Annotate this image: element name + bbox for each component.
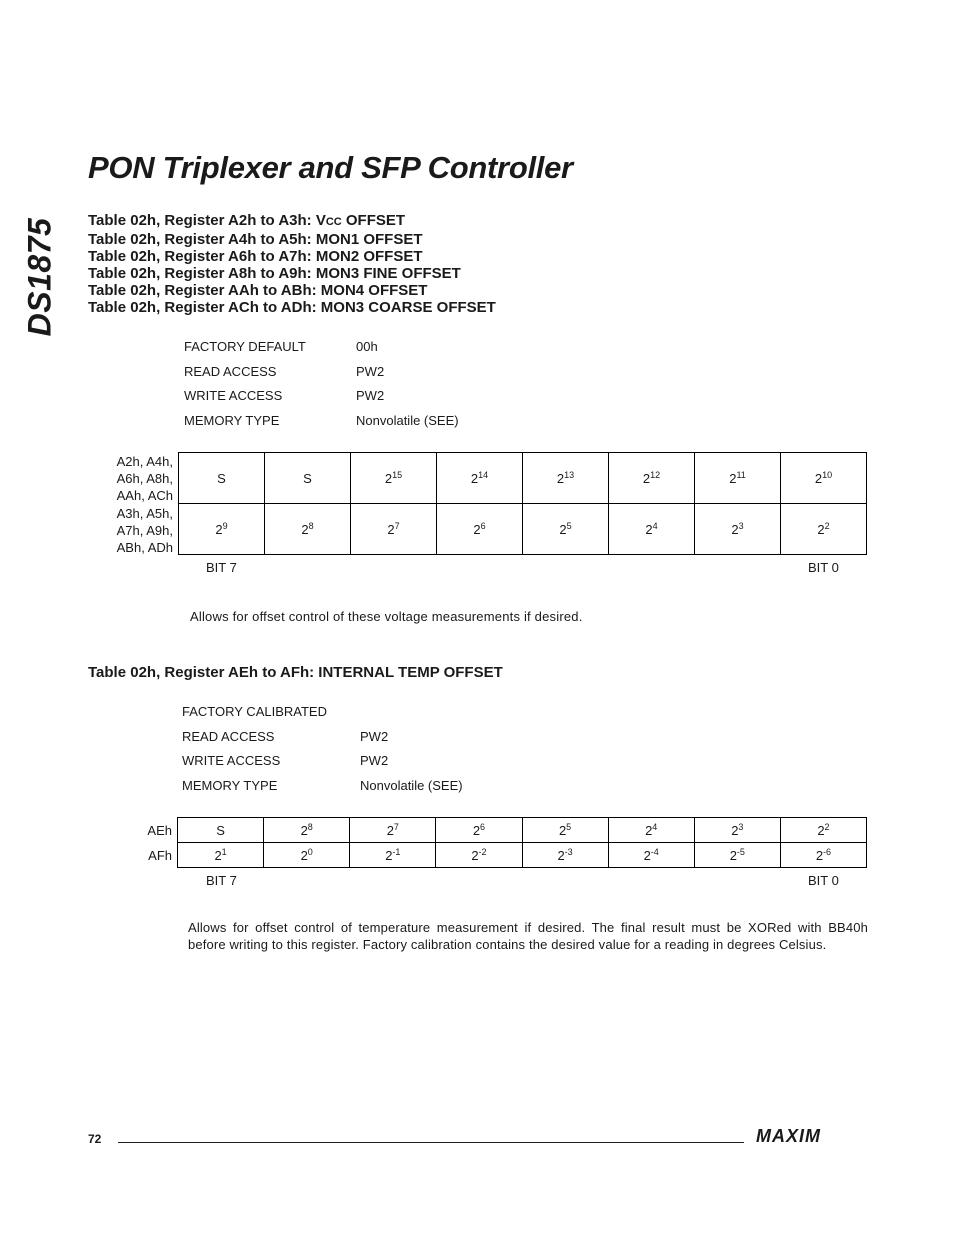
- table2-cell: [178, 843, 264, 868]
- section2-property-value: PW2: [360, 728, 389, 744]
- maxim-logo: [756, 1126, 821, 1147]
- page-title: PON Triplexer and SFP Controller: [88, 150, 573, 185]
- cell-base: 2: [559, 521, 567, 537]
- cell-base: 2: [645, 521, 653, 537]
- cell-base: 2: [731, 521, 739, 537]
- table1-cell: [179, 504, 265, 555]
- section2-property-value: Nonvolatile (SEE): [360, 777, 463, 793]
- cell-base: 2: [729, 470, 737, 486]
- table2-cell: [780, 843, 866, 868]
- table1-row-0: [179, 453, 867, 504]
- bit7-label: BIT 7: [206, 560, 237, 575]
- row-label-line: A6h, A8h,: [116, 471, 173, 486]
- table2-cell: [694, 843, 780, 868]
- table2-cell: [350, 818, 436, 843]
- cell-base: 2: [556, 470, 565, 486]
- cell-base: 2: [300, 847, 308, 863]
- cell-base: S: [303, 470, 312, 486]
- section2-property-key: FACTORY CALIBRATED: [182, 704, 327, 719]
- row-label-line: AAh, ACh: [116, 488, 173, 503]
- cell-base: 2: [471, 847, 479, 863]
- section1-heading-4: Table 02h, Register AAh to ABh: MON4 OFFSET: [88, 282, 428, 299]
- section1-heading-3: Table 02h, Register A8h to A9h: MON3 FINE OFFSET: [88, 265, 461, 282]
- cell-exponent: 0: [307, 846, 313, 857]
- table1-cell: [523, 504, 609, 555]
- cell-exponent: 12: [650, 469, 661, 480]
- section2-property-key: WRITE ACCESS: [182, 753, 281, 768]
- table1-row-1: [179, 504, 867, 555]
- section2-properties: [182, 704, 542, 802]
- cell-exponent: -2: [478, 846, 487, 857]
- cell-exponent: 4: [652, 520, 658, 531]
- cell-exponent: 3: [738, 520, 744, 531]
- section1-description: Allows for offset control of these voltage measurements if desired.: [190, 609, 583, 624]
- cell-exponent: -6: [823, 846, 832, 857]
- table2-cell: [264, 843, 350, 868]
- table2-cell: [178, 818, 264, 843]
- table2-row-1: [178, 843, 867, 868]
- row-label-line: A3h, A5h,: [116, 506, 173, 521]
- section2-property-row: [182, 729, 542, 754]
- section2-description-line2: before writing to this register. Factory calibration contains the desired value for a reading in degrees Celsius.: [188, 937, 827, 952]
- cell-base: 2: [386, 822, 394, 838]
- cell-exponent: 4: [652, 821, 658, 832]
- section1-property-key: READ ACCESS: [184, 363, 277, 379]
- cell-exponent: 15: [392, 469, 403, 480]
- cell-base: 2: [817, 822, 825, 838]
- section2-property-row: [182, 704, 542, 729]
- section1-property-key: FACTORY DEFAULT: [184, 339, 306, 354]
- section2-property-row: [182, 778, 542, 803]
- cell-base: 2: [558, 822, 567, 838]
- cell-base: S: [216, 822, 225, 838]
- cell-exponent: 7: [394, 520, 400, 531]
- cell-base: 2: [300, 822, 308, 838]
- section1-heading-0: Table 02h, Register A2h to A3h: VCC OFFSET: [88, 212, 406, 229]
- cell-exponent: 11: [736, 469, 746, 480]
- cell-exponent: 7: [393, 821, 399, 832]
- cell-base: 2: [815, 847, 824, 863]
- row-label-line: ABh, ADh: [116, 540, 173, 555]
- table1-cell: [437, 453, 523, 504]
- bit0-label-2: BIT 0: [808, 873, 839, 888]
- cell-base: 2: [470, 470, 479, 486]
- side-part-number: [14, 212, 66, 342]
- cell-exponent: 3: [738, 821, 744, 832]
- subscript-cc: CC: [325, 216, 342, 228]
- row-label-line: A2h, A4h,: [116, 454, 173, 469]
- cell-exponent: 8: [307, 821, 313, 832]
- cell-exponent: 6: [480, 520, 486, 531]
- cell-exponent: 14: [478, 469, 489, 480]
- section2-heading: Table 02h, Register AEh to AFh: INTERNAL TEMP OFFSET: [88, 664, 503, 681]
- section2-property-key: READ ACCESS: [182, 728, 275, 744]
- cell-base: 2: [387, 521, 395, 537]
- cell-base: S: [217, 470, 226, 486]
- table2-cell: [608, 843, 694, 868]
- table1-cell: [695, 453, 781, 504]
- section1-property-value: PW2: [356, 388, 385, 403]
- cell-base: 2: [643, 847, 651, 863]
- section1-property-value: 00h: [356, 339, 378, 354]
- table1-cell: [179, 453, 265, 504]
- table1-cell: [781, 453, 867, 504]
- cell-exponent: -4: [650, 846, 659, 857]
- table2-cell: [608, 818, 694, 843]
- section2-description-line1: Allows for offset control of temperature measurement if desired. The final result must be XORed with BB40h: [188, 920, 868, 935]
- section1-property-key: WRITE ACCESS: [184, 388, 283, 403]
- cell-base: 2: [557, 847, 565, 863]
- section1-heading-2: Table 02h, Register A6h to A7h: MON2 OFFSET: [88, 248, 423, 265]
- table2-cell: [264, 818, 350, 843]
- section1-heading-5: Table 02h, Register ACh to ADh: MON3 COARSE OFFSET: [88, 299, 496, 316]
- cell-exponent: 5: [566, 821, 572, 832]
- cell-exponent: 2: [824, 520, 830, 531]
- cell-base: 2: [214, 847, 222, 863]
- row-label-aeh: AEh: [147, 823, 172, 838]
- cell-base: 2: [642, 470, 651, 486]
- table1-cell: [609, 504, 695, 555]
- section1-heading-1: Table 02h, Register A4h to A5h: MON1 OFFSET: [88, 231, 423, 248]
- cell-exponent: -5: [736, 846, 745, 857]
- table1-cell: [781, 504, 867, 555]
- section1-property-row: [184, 364, 544, 389]
- cell-exponent: 5: [566, 520, 572, 531]
- register-table-offsets: [178, 452, 867, 555]
- cell-base: 2: [729, 847, 737, 863]
- section1-property-value: Nonvolatile (SEE): [356, 412, 459, 428]
- table2-cell: [522, 818, 608, 843]
- cell-base: 2: [645, 822, 653, 838]
- section2-property-key: MEMORY TYPE: [182, 777, 278, 793]
- row-label-high-bytes: [100, 453, 173, 504]
- section1-property-row: [184, 339, 544, 364]
- table1-cell: [695, 504, 781, 555]
- cell-base: 2: [215, 521, 223, 537]
- table2-cell: [350, 843, 436, 868]
- cell-base: 2: [814, 470, 823, 486]
- cell-base: 2: [384, 470, 393, 486]
- cell-exponent: 8: [308, 520, 314, 531]
- table1-cell: [351, 504, 437, 555]
- table2-cell: [522, 843, 608, 868]
- cell-base: 2: [385, 847, 393, 863]
- cell-exponent: 10: [822, 469, 833, 480]
- cell-base: 2: [731, 822, 739, 838]
- cell-base: 2: [472, 822, 481, 838]
- row-label-low-bytes: [100, 505, 173, 556]
- section1-property-value: PW2: [356, 363, 385, 379]
- section1-property-row: [184, 388, 544, 413]
- table1-cell: [523, 453, 609, 504]
- cell-exponent: 1: [221, 846, 227, 857]
- table2-cell: [780, 818, 866, 843]
- cell-base: 2: [473, 521, 481, 537]
- table2-cell: [436, 818, 522, 843]
- bit0-label: BIT 0: [808, 560, 839, 575]
- side-part-number-text: DS1875: [21, 217, 58, 337]
- section2-property-value: PW2: [360, 753, 389, 768]
- cell-base: 2: [301, 521, 309, 537]
- row-label-line: A7h, A9h,: [116, 523, 173, 538]
- section2-property-row: [182, 753, 542, 778]
- register-table-temp-offset: [177, 817, 867, 868]
- cell-exponent: 9: [222, 520, 228, 531]
- page-number: 72: [88, 1132, 102, 1146]
- maxim-logo-text: MAXIM: [756, 1126, 821, 1146]
- bit7-label-2: BIT 7: [206, 873, 237, 888]
- section1-property-key: MEMORY TYPE: [184, 412, 280, 428]
- cell-exponent: 2: [824, 821, 830, 832]
- cell-base: 2: [817, 521, 825, 537]
- section2-description: [188, 919, 868, 953]
- table1-cell: [437, 504, 523, 555]
- table2-row-0: [178, 818, 867, 843]
- table1-cell: [265, 453, 351, 504]
- table2-cell: [436, 843, 522, 868]
- row-label-afh: AFh: [148, 848, 172, 863]
- table1-cell: [351, 453, 437, 504]
- cell-exponent: 6: [480, 821, 486, 832]
- cell-exponent: -1: [392, 846, 401, 857]
- table1-cell: [609, 453, 695, 504]
- section1-property-row: [184, 413, 544, 438]
- table1-cell: [265, 504, 351, 555]
- cell-exponent: 13: [564, 469, 575, 480]
- footer-rule: [118, 1142, 744, 1143]
- section1-headings: [88, 212, 496, 316]
- table2-cell: [694, 818, 780, 843]
- cell-exponent: -3: [564, 846, 573, 857]
- section1-properties: [184, 339, 544, 437]
